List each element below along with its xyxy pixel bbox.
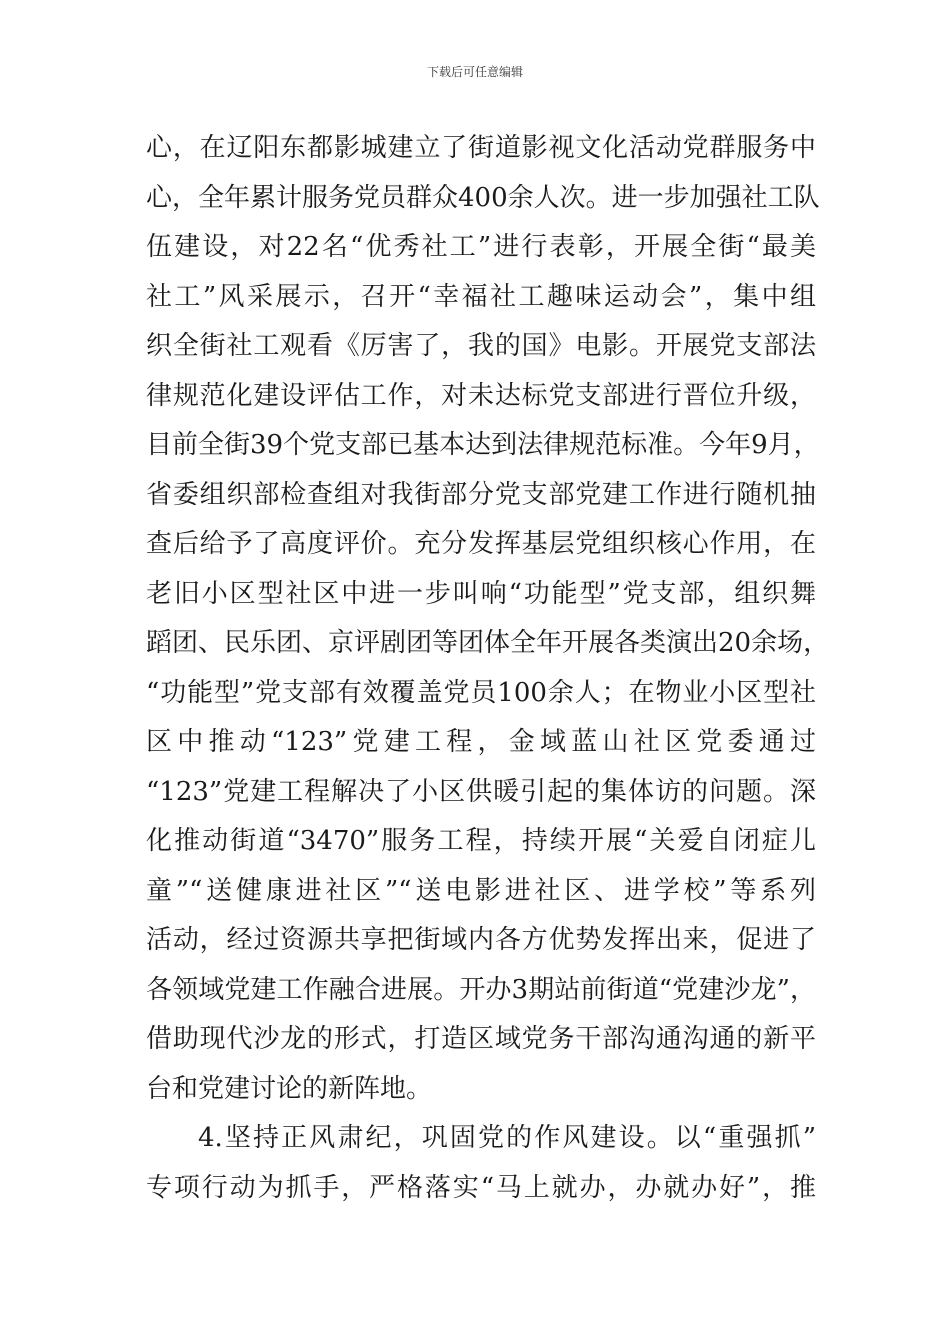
text-line: 伍建设，对22名“优秀社工”进行表彰，开展全街“最美 (146, 232, 816, 262)
text-line: 各领域党建工作融合进展。开办3期站前街道“党建沙龙”， (146, 974, 816, 1005)
text-line: 借助现代沙龙的形式，打造区域党务干部沟通沟通的新平 (146, 1024, 816, 1054)
text-line: 老旧小区型社区中进一步叫响“功能型”党支部，组织舞 (146, 578, 816, 609)
text-line: 蹈团、民乐团、京评剧团等团体全年开展各类演出20余场， (146, 628, 830, 658)
page-header: 下载后可任意编辑 (426, 65, 523, 79)
text-line: 目前全街39个党支部已基本达到法律规范标准。今年9月， (146, 430, 820, 460)
text-line: 省委组织部检查组对我街部分党支部党建工作进行随机抽 (146, 479, 816, 510)
text-line: 专项行动为抓手，严格落实“马上就办，办就办好”，推 (146, 1172, 816, 1203)
document-body (146, 124, 830, 1213)
text-line: 台和党建讨论的新阵地。 (146, 1073, 433, 1104)
text-line: 区中推动“123”党建工程，金域蓝山社区党委通过 (146, 727, 816, 757)
text-line: 化推动街道“3470”服务工程，持续开展“关爱自闭症儿 (146, 826, 816, 856)
text-line: 4.坚持正风肃纪，巩固党的作风建设。以“重强抓” (198, 1123, 816, 1153)
text-line: 织全街社工观看《厉害了，我的国》电影。开展党支部法 (146, 331, 816, 361)
text-line: 童”“送健康进社区”“送电影进社区、进学校”等系列 (146, 875, 816, 906)
text-line: “功能型”党支部有效覆盖党员100余人；在物业小区型社 (146, 677, 816, 708)
text-line: 活动，经过资源共享把街域内各方优势发挥出来，促进了 (146, 925, 816, 955)
text-line: 社工”风采展示，召开“幸福社工趣味运动会”，集中组 (146, 281, 816, 312)
text-line: 查后给予了高度评价。充分发挥基层党组织核心作用，在 (146, 529, 816, 559)
paragraph-1 (146, 124, 830, 1114)
text-line: 心，全年累计服务党员群众400余人次。进一步加强社工队 (146, 182, 820, 213)
text-line: 律规范化建设评估工作，对未达标党支部进行晋位升级， (146, 380, 816, 411)
paragraph-2 (146, 1114, 816, 1213)
text-line: “123”党建工程解决了小区供暖引起的集体访的问题。深 (146, 776, 816, 807)
text-line: 心，在辽阳东都影城建立了街道影视文化活动党群服务中 (146, 133, 816, 163)
